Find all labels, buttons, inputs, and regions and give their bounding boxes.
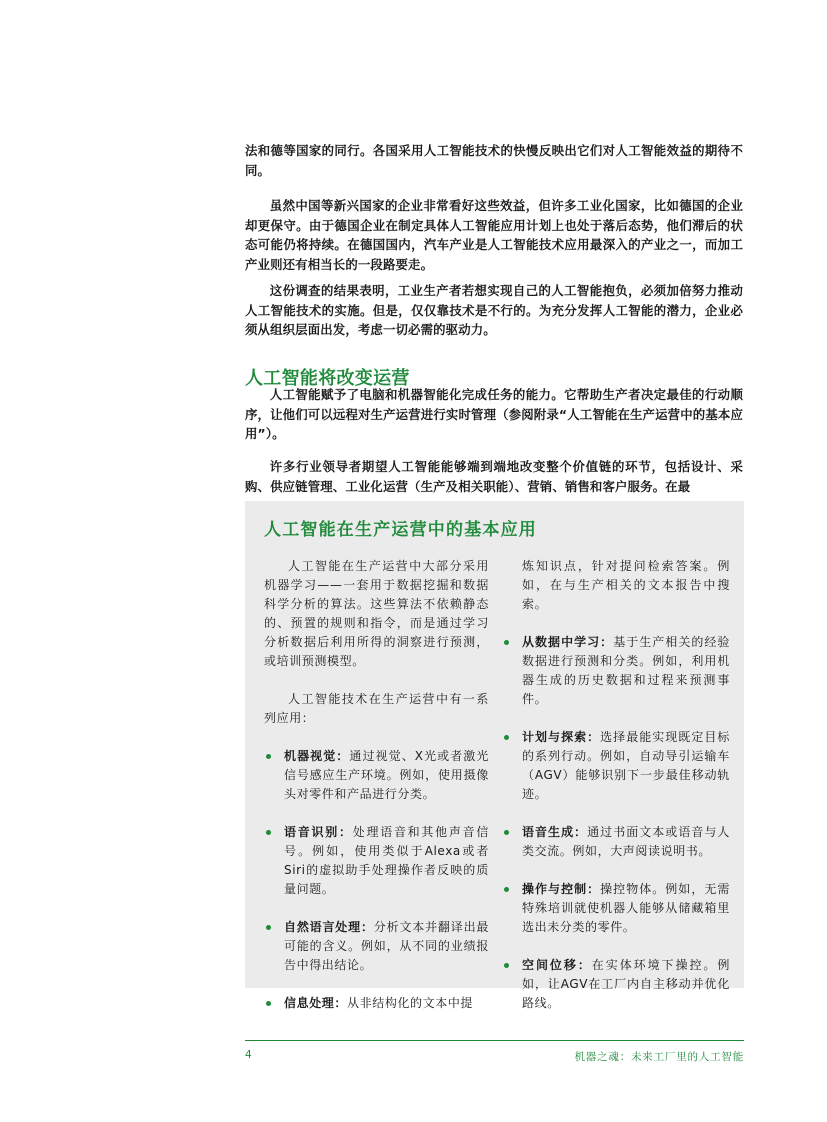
bullet-dot-icon <box>504 963 509 968</box>
applications-box <box>245 501 744 1010</box>
bullet-text: 从非结构化的文本中提 <box>347 996 474 1010</box>
bullet-dot-icon <box>504 640 509 645</box>
bullet-dot-icon <box>266 1001 271 1006</box>
bullet-term: 机器视觉： <box>284 749 350 763</box>
bullet-term: 从数据中学习： <box>522 635 614 649</box>
bullet-text: 处理语音和其他声音信号。例如，使用类似于Alexa或者Siri的虚拟助手处理操作者反映的质量问题。 <box>284 825 489 896</box>
box-left-column <box>264 557 489 1013</box>
bullet-dot-icon <box>504 735 509 740</box>
intro-paragraph-2: 虽然中国等新兴国家的企业非常看好这些效益，但许多工业化国家，比如德国的企业却更保守。由于德国企业在制定具体人工智能应用计划上也处于落后态势，他们滞后的状态可能仍将持续。在德国国内，汽车产业是人工智能技术应用最深入的产业之一，而加工产业则还有相当长的一段路要走。 <box>245 198 743 272</box>
bullet-text: 通过视觉、X光或者激光信号感应生产环境。例如，使用摄像头对零件和产品进行分类。 <box>284 749 489 801</box>
bullet-term: 信息处理： <box>284 996 348 1010</box>
section-paragraph-2: 许多行业领导者期望人工智能能够端到端地改变整个价值链的环节，包括设计、采购、供应链管理、工业化运营（生产及相关职能）、营销、销售和客户服务。在最 <box>245 459 743 494</box>
footer-title: 机器之魂：未来工厂里的人工智能 <box>574 1051 744 1063</box>
bullet-term: 计划与探索： <box>522 730 601 744</box>
intro-paragraph-1: 法和德等国家的同行。各国采用人工智能技术的快慢反映出它们对人工智能效益的期待不同。 <box>245 143 743 178</box>
footer-divider <box>245 1040 744 1041</box>
bullet-term: 自然语言处理： <box>284 920 374 934</box>
page-number: 4 <box>245 1049 252 1061</box>
bullet-text: 操控物体。例如，无需特殊培训就使机器人能够从储藏箱里选出未分类的零件。 <box>522 882 730 934</box>
bullet-text: 选择最能实现既定目标的系列行动。例如，自动导引运输车（AGV）能够识别下一步最佳移动轨迹。 <box>522 730 730 801</box>
bullet-text: 在实体环境下操控。例如，让AGV在工厂内自主移动并优化路线。 <box>522 958 730 1010</box>
bullet-item-planning-exploring <box>502 728 730 804</box>
box-intro-paragraph-2: 人工智能技术在生产运营中有一系列应用： <box>264 692 489 725</box>
bullet-continuation: 炼知识点，针对提问检索答案。例如，在与生产相关的文本报告中搜索。 <box>522 559 730 611</box>
box-title: 人工智能在生产运营中的基本应用 <box>264 520 537 540</box>
bullet-dot-icon <box>504 887 509 892</box>
bullet-item-machine-vision <box>264 747 489 804</box>
section-heading: 人工智能将改变运营 <box>245 368 410 389</box>
bullet-item-speech-recognition <box>264 823 489 899</box>
bullet-term: 语音生成： <box>522 825 588 839</box>
bullet-item-learning-from-data <box>502 633 730 709</box>
bullet-item-information-processing <box>264 994 489 1013</box>
section-paragraph-1: 人工智能赋予了电脑和机器智能化完成任务的能力。它帮助生产者决定最佳的行动顺序，让他们可以远程对生产运营进行实时管理（参阅附录“人工智能在生产运营中的基本应用”）。 <box>245 387 743 441</box>
box-intro-paragraph-1: 人工智能在生产运营中大部分采用机器学习——一套用于数据挖掘和数据科学分析的算法。这些算法不依赖静态的、预置的规则和指令，而是通过学习分析数据后利用所得的洞察进行预测，或培训预测模型。 <box>264 559 489 668</box>
bullet-dot-icon <box>266 830 271 835</box>
bullet-dot-icon <box>266 754 271 759</box>
bullet-dot-icon <box>504 830 509 835</box>
bullet-item-nlp <box>264 918 489 975</box>
bullet-text: 分析文本并翻译出最可能的含义。例如，从不同的业绩报告中得出结论。 <box>284 920 490 972</box>
bullet-item-navigation <box>502 956 730 1013</box>
bullet-term: 语音识别： <box>284 825 353 839</box>
box-right-column <box>502 557 730 1013</box>
bullet-dot-icon <box>266 925 271 930</box>
bullet-item-speech-generation <box>502 823 730 861</box>
bullet-term: 操作与控制： <box>522 882 601 896</box>
intro-paragraph-3: 这份调查的结果表明，工业生产者若想实现自己的人工智能抱负，必须加倍努力推动人工智能技术的实施。但是，仅仅靠技术是不行的。为充分发挥人工智能的潜力，企业必须从组织层面出发，考虑一切必需的驱动力。 <box>245 283 743 337</box>
bullet-term: 空间位移： <box>522 958 592 972</box>
bullet-text: 基于生产相关的经验数据进行预测和分类。例如，利用机器生成的历史数据和过程来预测事件。 <box>522 635 730 706</box>
bullet-text: 通过书面文本或语音与人类交流。例如，大声阅读说明书。 <box>522 825 730 858</box>
bullet-item-handling-control <box>502 880 730 937</box>
